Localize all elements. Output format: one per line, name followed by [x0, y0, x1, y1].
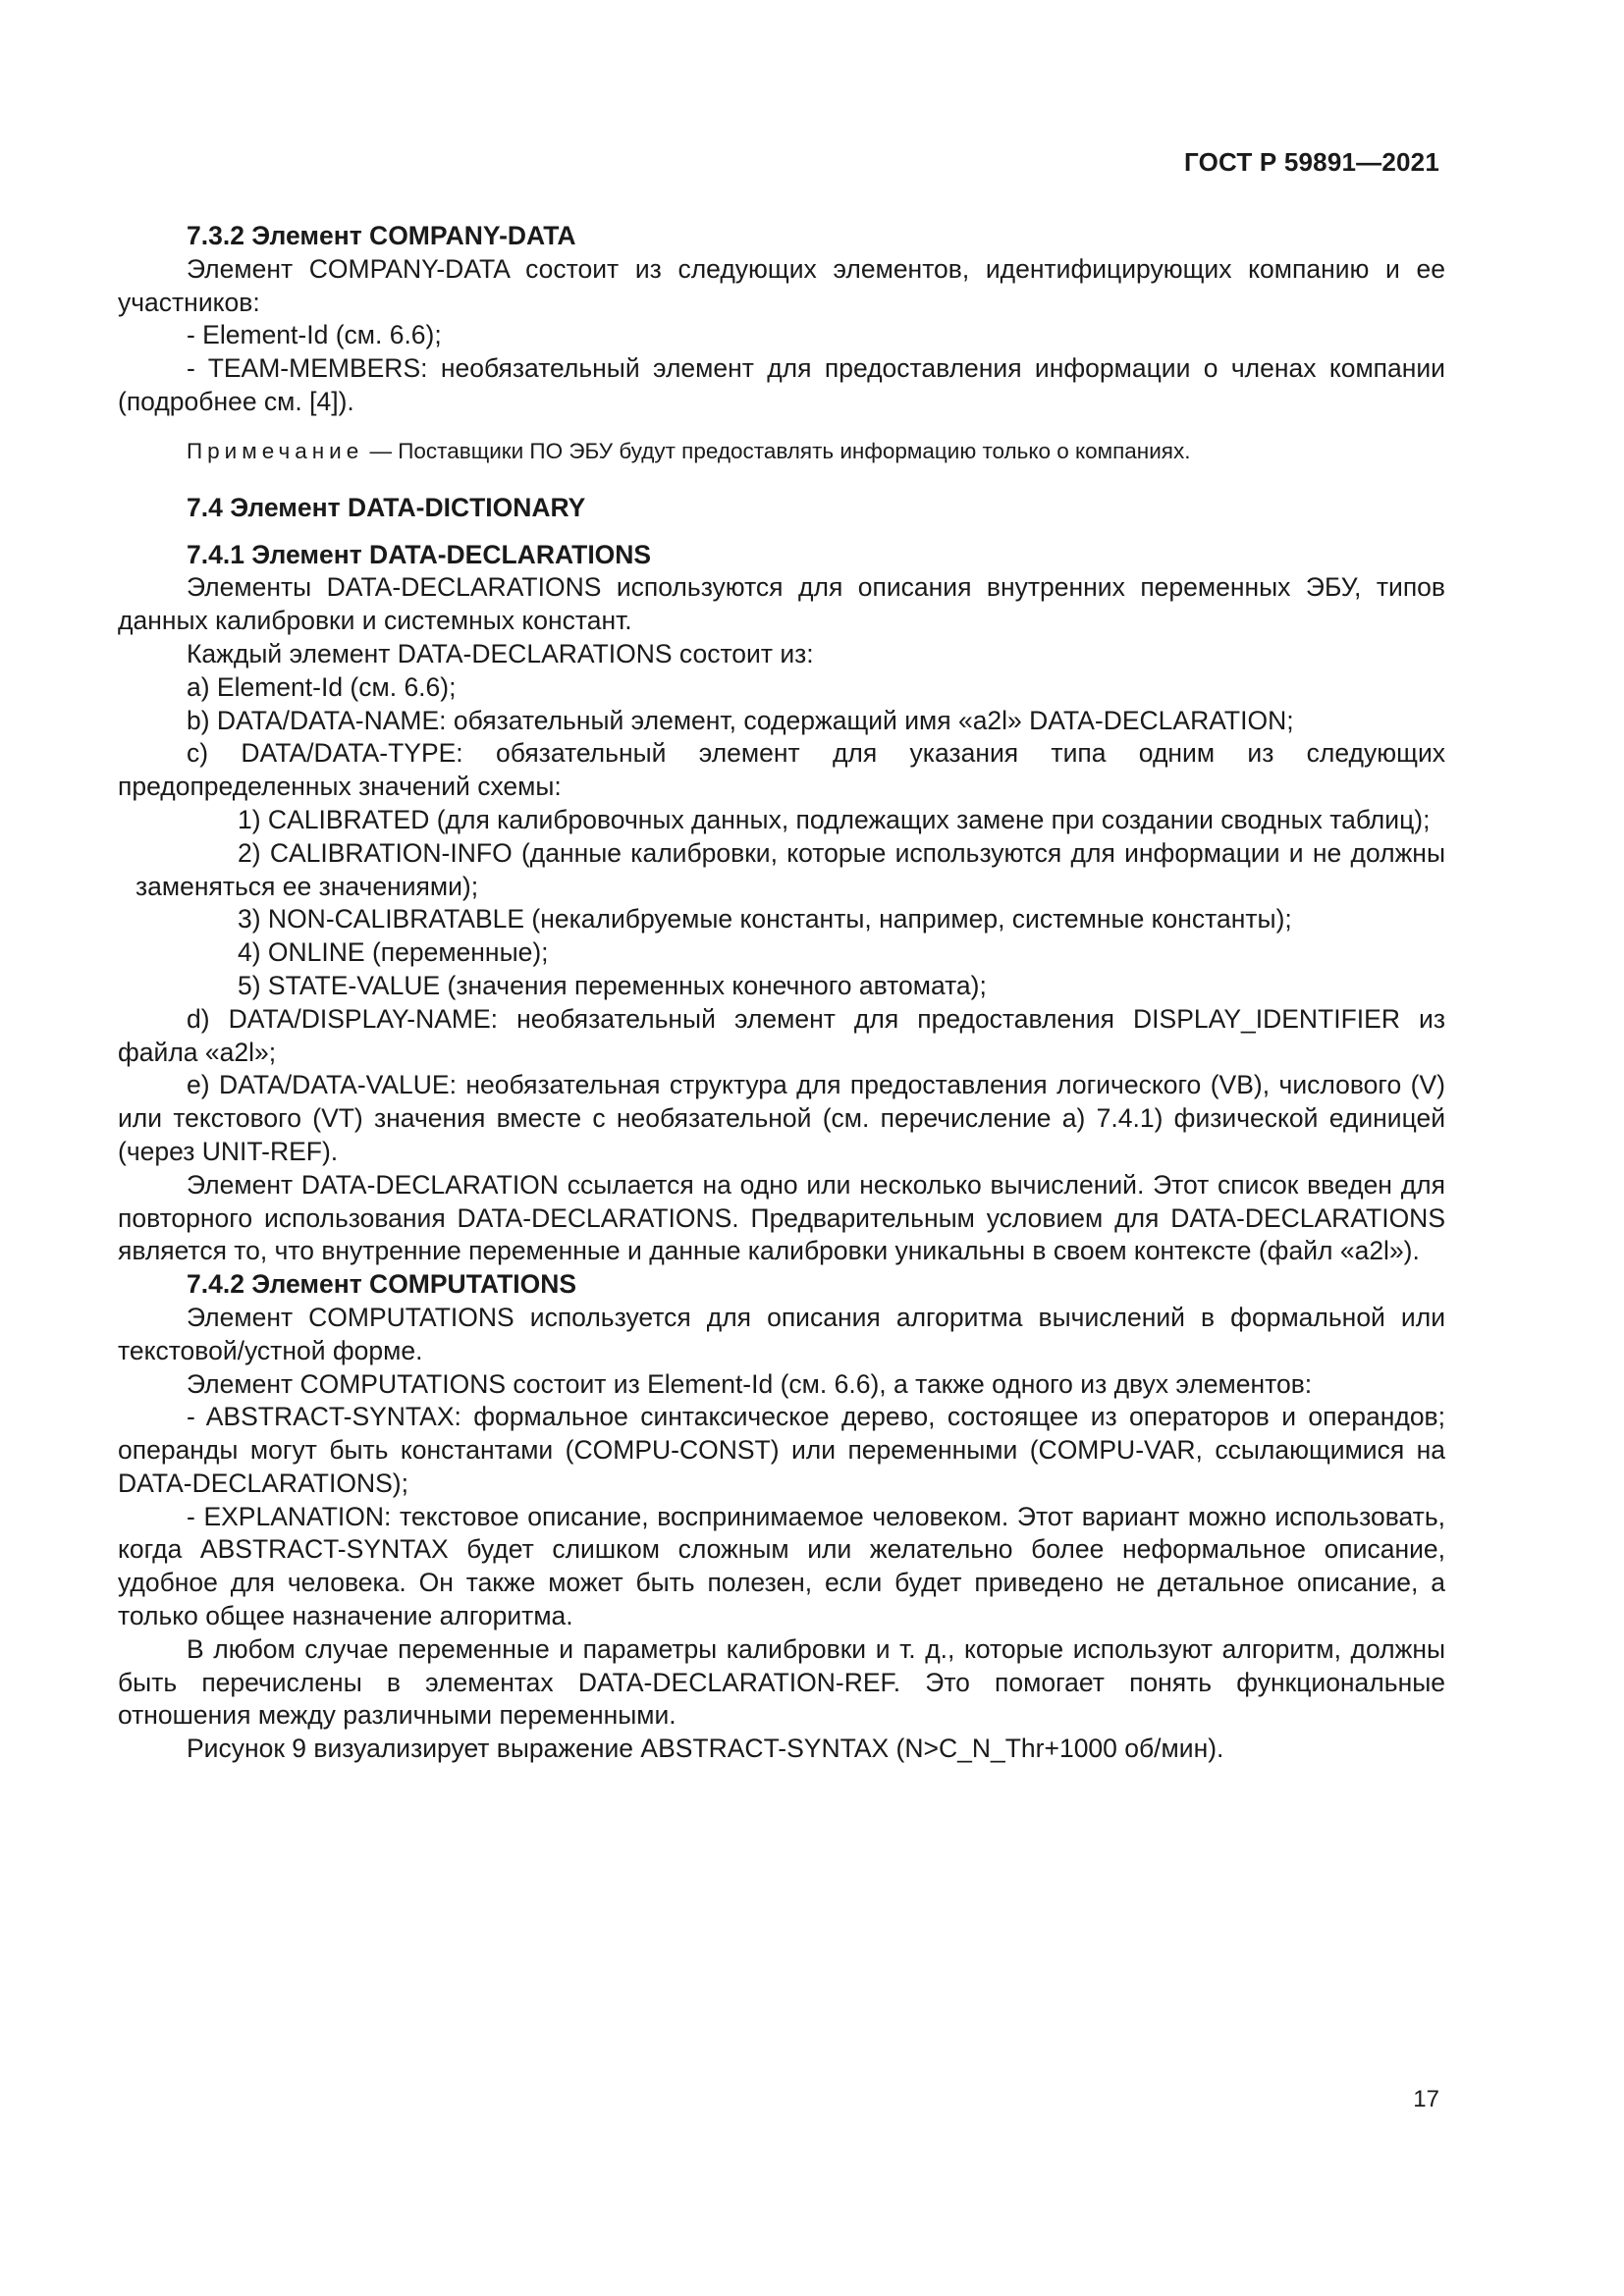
page-content: [118, 220, 1445, 1766]
list-item: - TEAM-MEMBERS: необязательный элемент для предоставления информации о членах компании (подробнее см. [4]).: [118, 353, 1445, 416]
paragraph: Рисунок 9 визуализирует выражение ABSTRACT-SYNTAX (N>C_N_Thr+1000 об/мин).: [187, 1734, 1224, 1764]
list-item: e) DATA/DATA-VALUE: необязательная структура для предоставления логического (VB), числового (V) или текстового (VT) значения вместе с необязательной (см. перечисление a) 7.4.1) физической единицей (через UNIT-REF).: [118, 1070, 1445, 1166]
section-heading-7-4: 7.4 Элемент DATA-DICTIONARY: [187, 492, 586, 522]
note-text: — Поставщики ПО ЭБУ будут предоставлять информацию только о компаниях.: [363, 438, 1191, 463]
sub-list-item: 5) STATE-VALUE (значения переменных конечного автомата);: [238, 970, 987, 1000]
sub-list-item: 4) ONLINE (переменные);: [238, 937, 549, 968]
list-item: - EXPLANATION: текстовое описание, воспринимаемое человеком. Этот вариант можно использовать, когда ABSTRACT-SYNTAX будет слишком сложным или желательно более неформальное описание, удобное для человека. Он также может быть полезен, если будет приведено не детальное описание, а только общее назначение алгоритма.: [118, 1501, 1445, 1631]
paragraph: Элемент COMPUTATIONS используется для описания алгоритма вычислений в формальной или текстовой/устной форме.: [118, 1302, 1445, 1365]
page-number: 17: [1413, 2086, 1439, 2112]
paragraph: Элементы DATA-DECLARATIONS используются для описания внутренних переменных ЭБУ, типов данных калибровки и системных констант.: [118, 572, 1445, 636]
list-item: b) DATA/DATA-NAME: обязательный элемент, содержащий имя «a2l» DATA-DECLARATION;: [187, 705, 1294, 735]
section-heading-7-4-2: 7.4.2 Элемент COMPUTATIONS: [187, 1269, 577, 1300]
sub-list-item: 3) NON-CALIBRATABLE (некалибруемые константы, например, системные константы);: [238, 904, 1292, 934]
list-item: - Element-Id (см. 6.6);: [187, 320, 442, 350]
paragraph: Элемент DATA-DECLARATION ссылается на одно или несколько вычислений. Этот список введен для повторного использования DATA-DECLARATIONS. Предварительным условием для DATA-DECLARATIONS является то, что внутренние переменные и данные калибровки уникальны в своем контексте (файл «a2l»).: [118, 1169, 1445, 1266]
section-heading-7-3-2: 7.3.2 Элемент COMPANY-DATA: [187, 221, 576, 250]
list-item: c) DATA/DATA-TYPE: обязательный элемент для указания типа одним из следующих предопределенных значений схемы:: [118, 738, 1445, 802]
sub-list-item: 1) CALIBRATED (для калибровочных данных, подлежащих замене при создании сводных таблиц);: [238, 804, 1431, 834]
list-item: a) Element-Id (см. 6.6);: [187, 671, 457, 702]
paragraph: Элемент COMPANY-DATA состоит из следующих элементов, идентифицирующих компанию и ее участников:: [118, 253, 1445, 317]
sub-list-item: 2) CALIBRATION-INFO (данные калибровки, которые используются для информации и не должны заменяться ее значениями);: [135, 837, 1445, 901]
note-label: Примечание: [187, 438, 364, 463]
paragraph: В любом случае переменные и параметры калибровки и т. д., которые используют алгоритм, должны быть перечислены в элементах DATA-DECLARATION-REF. Это помогает понять функциональные отношения между различными переменными.: [118, 1633, 1445, 1731]
section-heading-7-4-1: 7.4.1 Элемент DATA-DECLARATIONS: [187, 539, 652, 569]
paragraph: Элемент COMPUTATIONS состоит из Element-Id (см. 6.6), а также одного из двух элементов:: [187, 1368, 1313, 1399]
note: [118, 437, 1445, 466]
list-item: d) DATA/DISPLAY-NAME: необязательный элемент для предоставления DISPLAY_IDENTIFIER из файла «a2l»;: [118, 1003, 1445, 1067]
list-item: - ABSTRACT-SYNTAX: формальное синтаксическое дерево, состоящее из операторов и операндов; операнды могут быть константами (COMPU-CONST) или переменными (COMPU-VAR, ссылающимися на DATA-DECLARATIONS);: [118, 1402, 1445, 1498]
paragraph: Каждый элемент DATA-DECLARATIONS состоит из:: [187, 638, 814, 668]
standard-header: ГОСТ Р 59891—2021: [1184, 147, 1439, 177]
